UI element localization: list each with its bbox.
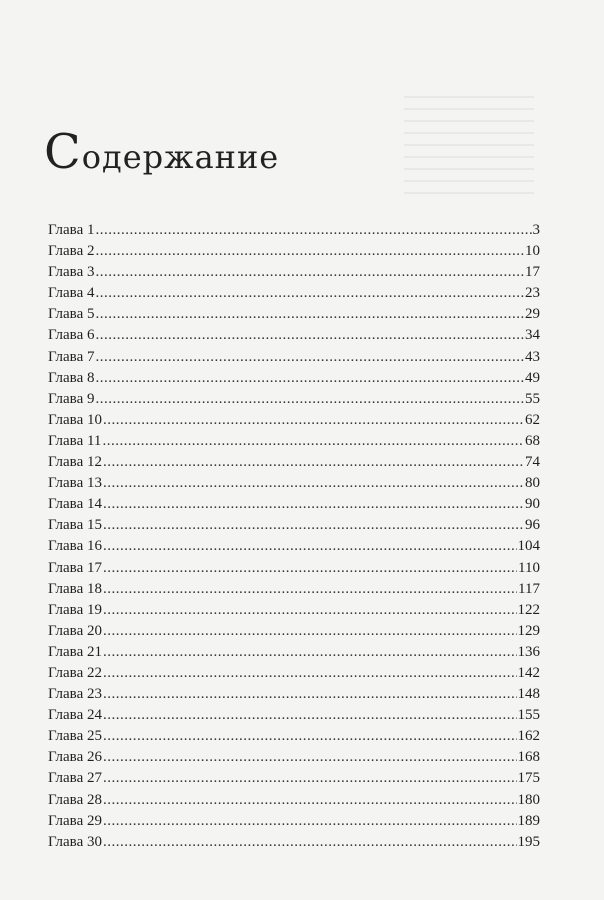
- toc-entry: [48, 832, 540, 853]
- toc-entry-label: Глава 20: [48, 622, 102, 639]
- toc-entry-label: Глава 4: [48, 285, 95, 302]
- toc-dot-leader: [103, 621, 517, 642]
- toc-dot-leader: [103, 473, 524, 494]
- toc-entry-label: Глава 7: [48, 348, 95, 365]
- toc-entry: [48, 811, 540, 832]
- toc-entry-label: Глава 18: [48, 580, 102, 597]
- toc-entry: [48, 600, 540, 621]
- toc-entry: [48, 389, 540, 410]
- toc-entry-page-number: 29: [525, 306, 540, 323]
- toc-entry: [48, 621, 540, 642]
- toc-entry: [48, 642, 540, 663]
- toc-dot-leader: [95, 262, 524, 283]
- toc-entry-label: Глава 1: [48, 222, 95, 238]
- toc-dot-leader: [103, 536, 517, 557]
- toc-entry-label: Глава 12: [48, 454, 102, 471]
- toc-entry: [48, 220, 540, 241]
- toc-entry: [48, 705, 540, 726]
- toc-dot-leader: [103, 684, 517, 705]
- toc-entry: [48, 726, 540, 747]
- toc-entry-label: Глава 25: [48, 728, 102, 745]
- toc-entry-label: Глава 30: [48, 833, 102, 850]
- toc-dot-leader: [95, 304, 524, 325]
- toc-dot-leader: [103, 790, 517, 811]
- toc-entry-page-number: 17: [525, 264, 540, 281]
- toc-entry-page-number: 90: [525, 496, 540, 513]
- toc-entry-page-number: 49: [525, 369, 540, 386]
- toc-entry-label: Глава 11: [48, 432, 102, 449]
- toc-entry-label: Глава 2: [48, 243, 95, 260]
- toc-entry-page-number: 80: [525, 475, 540, 492]
- toc-entry-page-number: 162: [517, 728, 540, 745]
- toc-entry-label: Глава 14: [48, 496, 102, 513]
- toc-dot-leader: [103, 832, 517, 853]
- toc-entry-page-number: 68: [525, 432, 540, 449]
- title-rest: одержание: [81, 138, 280, 176]
- toc-entry-label: Глава 8: [48, 369, 95, 386]
- toc-entry-page-number: 142: [517, 664, 540, 681]
- toc-entry-label: Глава 17: [48, 559, 102, 576]
- toc-entry-label: Глава 16: [48, 538, 102, 555]
- toc-entry: [48, 473, 540, 494]
- toc-entry: [48, 410, 540, 431]
- toc-entry-page-number: 148: [517, 686, 540, 703]
- toc-entry-page-number: 62: [525, 411, 540, 428]
- table-of-contents: [48, 220, 540, 853]
- toc-entry-label: Глава 22: [48, 664, 102, 681]
- toc-dot-leader: [95, 368, 524, 389]
- toc-entry-page-number: 180: [517, 791, 540, 808]
- toc-entry: [48, 262, 540, 283]
- toc-entry-page-number: 104: [517, 538, 540, 555]
- toc-dot-leader: [95, 347, 524, 368]
- toc-dot-leader: [103, 410, 524, 431]
- toc-entry-page-number: 23: [525, 285, 540, 302]
- toc-entry-label: Глава 5: [48, 306, 95, 323]
- toc-entry: [48, 241, 540, 262]
- toc-entry: [48, 536, 540, 557]
- toc-entry: [48, 558, 540, 579]
- toc-entry-page-number: 43: [525, 348, 540, 365]
- toc-entry-page-number: 10: [525, 243, 540, 260]
- toc-entry-page-number: 122: [517, 601, 540, 618]
- toc-entry-label: Глава 29: [48, 812, 102, 829]
- toc-dot-leader: [103, 663, 517, 684]
- toc-entry: [48, 368, 540, 389]
- toc-dot-leader: [95, 241, 524, 262]
- toc-entry: [48, 515, 540, 536]
- toc-entry-label: Глава 13: [48, 475, 102, 492]
- toc-entry-page-number: 129: [517, 622, 540, 639]
- toc-dot-leader: [103, 515, 524, 536]
- toc-entry: [48, 347, 540, 368]
- toc-entry-page-number: 110: [518, 559, 540, 576]
- toc-dot-leader: [103, 747, 517, 768]
- toc-entry-label: Глава 27: [48, 770, 102, 787]
- toc-dot-leader: [103, 768, 517, 789]
- toc-entry-page-number: 136: [517, 643, 540, 660]
- toc-entry-label: Глава 28: [48, 791, 102, 808]
- toc-entry: [48, 452, 540, 473]
- toc-entry: [48, 494, 540, 515]
- toc-entry-page-number: 117: [518, 580, 540, 597]
- toc-dot-leader: [95, 283, 524, 304]
- toc-entry-label: Глава 26: [48, 749, 102, 766]
- toc-entry-page-number: 55: [525, 390, 540, 407]
- toc-entry: [48, 304, 540, 325]
- toc-dot-leader: [102, 431, 524, 452]
- toc-dot-leader: [103, 452, 524, 473]
- toc-entry: [48, 768, 540, 789]
- toc-entry-label: Глава 6: [48, 327, 95, 344]
- toc-entry: [48, 283, 540, 304]
- toc-dot-leader: [103, 579, 517, 600]
- toc-entry: [48, 684, 540, 705]
- toc-dot-leader: [95, 325, 524, 346]
- toc-entry: [48, 579, 540, 600]
- toc-entry: [48, 431, 540, 452]
- toc-entry-label: Глава 3: [48, 264, 95, 281]
- toc-entry: [48, 790, 540, 811]
- toc-entry-page-number: 96: [525, 517, 540, 534]
- toc-entry-page-number: 74: [525, 454, 540, 471]
- toc-dot-leader: [103, 726, 517, 747]
- toc-entry-label: Глава 9: [48, 390, 95, 407]
- bleed-through-text: [404, 96, 534, 196]
- toc-dot-leader: [103, 811, 517, 832]
- toc-entry-label: Глава 10: [48, 411, 102, 428]
- toc-dot-leader: [103, 558, 517, 579]
- toc-dot-leader: [95, 220, 531, 241]
- toc-dot-leader: [103, 705, 517, 726]
- toc-dot-leader: [103, 600, 517, 621]
- toc-entry-label: Глава 23: [48, 686, 102, 703]
- toc-entry-page-number: 175: [517, 770, 540, 787]
- toc-entry: [48, 325, 540, 346]
- toc-entry: [48, 747, 540, 768]
- toc-entry: [48, 663, 540, 684]
- page-title: [44, 124, 280, 180]
- toc-dot-leader: [103, 642, 517, 663]
- toc-dot-leader: [103, 494, 524, 515]
- toc-entry-label: Глава 24: [48, 707, 102, 724]
- toc-entry-page-number: 168: [517, 749, 540, 766]
- toc-entry-label: Глава 19: [48, 601, 102, 618]
- toc-entry-page-number: 189: [517, 812, 540, 829]
- toc-entry-page-number: 3: [532, 222, 540, 238]
- toc-entry-label: Глава 15: [48, 517, 102, 534]
- toc-entry-page-number: 195: [517, 833, 540, 850]
- title-initial: С: [44, 124, 82, 180]
- toc-entry-label: Глава 21: [48, 643, 102, 660]
- toc-entry-page-number: 155: [517, 707, 540, 724]
- toc-entry-page-number: 34: [525, 327, 540, 344]
- toc-dot-leader: [95, 389, 524, 410]
